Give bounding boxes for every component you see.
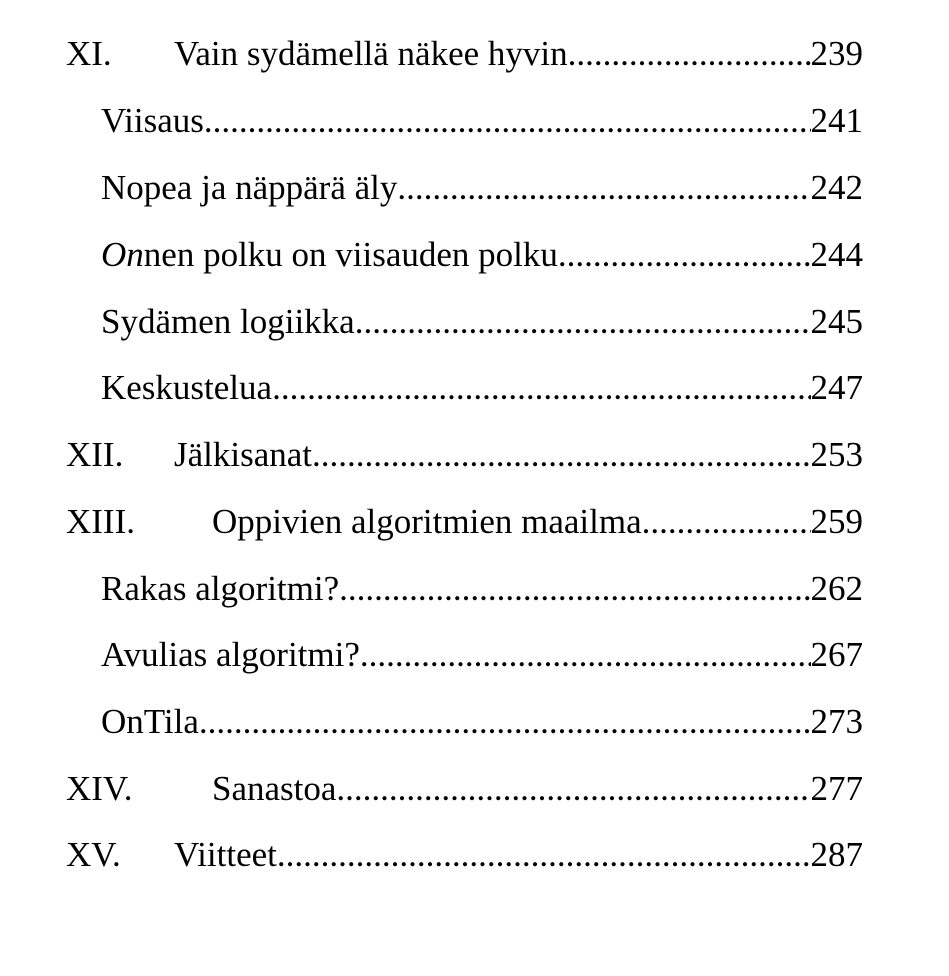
toc-entry-page: 241: [810, 101, 863, 140]
toc-dot-leader: [360, 633, 811, 677]
toc-entry-title: Vain sydämellä näkee hyvin: [174, 34, 568, 73]
toc-entry-nopea-ja-napparä-aly: [101, 166, 863, 210]
toc-entry-title: Keskustelua: [101, 368, 273, 407]
toc-entry-page: 242: [810, 168, 863, 207]
toc-entry-ontila: [101, 700, 863, 744]
toc-entry-title: Rakas algoritmi?: [101, 569, 340, 608]
toc-dot-leader: [642, 500, 811, 544]
toc-entry-page: 259: [810, 502, 863, 541]
toc-entry-title: Viisaus: [101, 101, 204, 140]
toc-entry-page: 267: [810, 635, 863, 674]
toc-entry-chapter-xiv: [66, 767, 863, 811]
toc-entry-page: 247: [810, 368, 863, 407]
toc-entry-page: 262: [810, 569, 863, 608]
toc-entry-title: Nopea ja näppärä äly: [101, 168, 398, 207]
toc-dot-leader: [355, 300, 811, 344]
toc-entry-number: XII.: [66, 435, 124, 474]
toc-entry-number: XV.: [66, 835, 121, 874]
toc-entry-page: 244: [810, 235, 863, 274]
toc-entry-chapter-xv: [66, 833, 863, 877]
toc-dot-leader: [277, 833, 811, 877]
toc-entry-sydamen-logiikka: [101, 300, 863, 344]
toc-entry-title: Oppivien algoritmien maailma: [212, 502, 642, 541]
toc-dot-leader: [272, 366, 810, 410]
toc-entry-number: XIII.: [66, 502, 135, 541]
toc-entry-title: [101, 233, 558, 277]
toc-dot-leader: [397, 166, 810, 210]
toc-entry-chapter-xiii: [66, 500, 863, 544]
toc-entry-avulias-algoritmi: [101, 633, 863, 677]
toc-entry-title: Sydämen logiikka: [101, 302, 355, 341]
toc-entry-title-rest: nen polku on viisauden polku: [143, 235, 558, 274]
toc-entry-chapter-xi: [66, 32, 863, 76]
toc-entry-title: OnTila: [101, 702, 199, 741]
toc-dot-leader: [199, 700, 811, 744]
toc-dot-leader: [339, 567, 810, 611]
toc-entry-page: 253: [810, 435, 863, 474]
toc-entry-chapter-xii: [66, 433, 863, 477]
toc-entry-page: 245: [810, 302, 863, 341]
toc-entry-viisaus: [101, 99, 863, 143]
toc-entry-title-italic: On: [101, 235, 144, 274]
toc-entry-number: XIV.: [66, 769, 133, 808]
toc-entry-rakas-algoritmi: [101, 567, 863, 611]
toc-dot-leader: [568, 32, 811, 76]
toc-entry-page: 277: [810, 769, 863, 808]
toc-dot-leader: [336, 767, 810, 811]
toc-dot-leader: [558, 233, 811, 277]
toc-entry-number: XI.: [66, 34, 112, 73]
toc-entry-title: Viitteet: [174, 835, 277, 874]
toc-entry-page: 273: [810, 702, 863, 741]
toc-entry-page: 239: [810, 34, 863, 73]
toc-entry-title: Jälkisanat: [174, 435, 313, 474]
toc-entry-keskustelua: [101, 366, 863, 410]
toc-entry-title: Avulias algoritmi?: [101, 635, 360, 674]
toc-dot-leader: [312, 433, 810, 477]
toc-entry-title: Sanastoa: [212, 769, 337, 808]
toc-entry-page: 287: [810, 835, 863, 874]
toc-entry-onnen-polku: [101, 233, 863, 277]
toc-dot-leader: [204, 99, 811, 143]
